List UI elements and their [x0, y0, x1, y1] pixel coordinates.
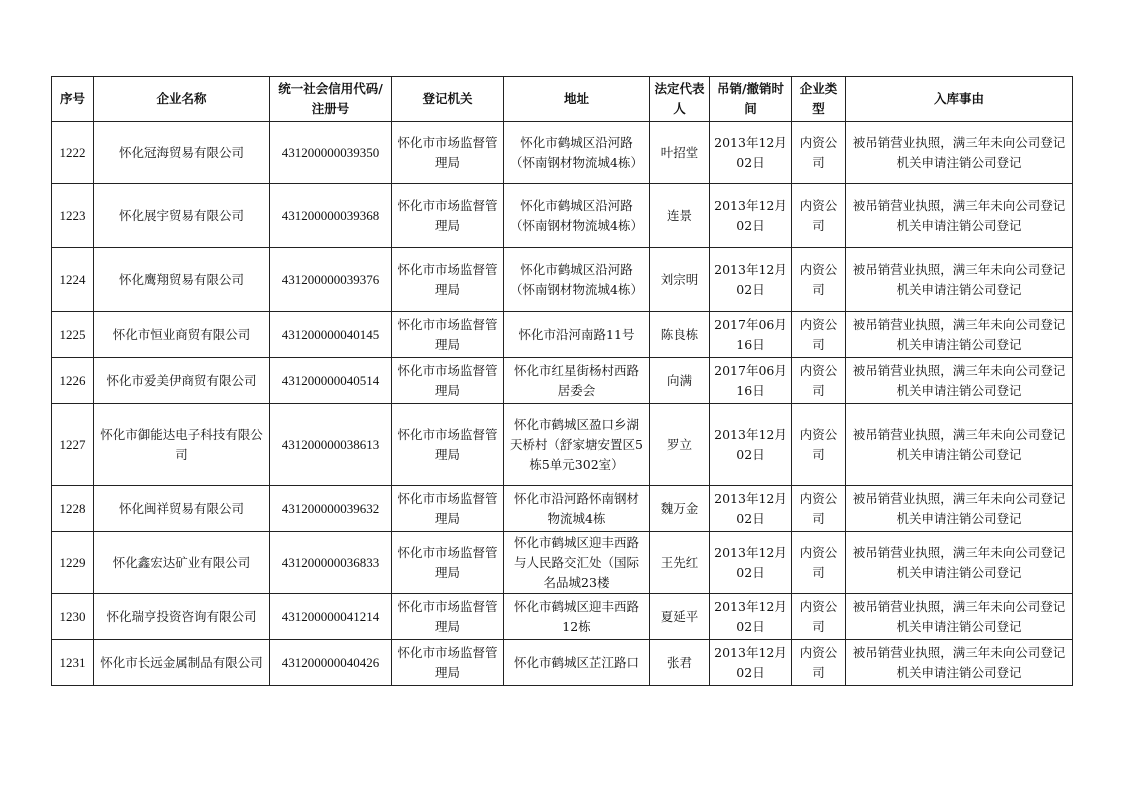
- cell-name: 怀化瑞亨投资咨询有限公司: [94, 594, 270, 640]
- cell-reason: 被吊销营业执照，满三年未向公司登记机关申请注销公司登记: [846, 248, 1073, 312]
- cell-type: 内资公司: [792, 532, 846, 594]
- cell-authority: 怀化市市场监督管理局: [392, 248, 504, 312]
- table-row: [52, 486, 1073, 532]
- table-row: [52, 312, 1073, 358]
- table-row: [52, 248, 1073, 312]
- cell-code: 431200000041214: [270, 594, 392, 640]
- cell-no: 1230: [52, 594, 94, 640]
- cell-type: 内资公司: [792, 640, 846, 686]
- cell-reason: 被吊销营业执照，满三年未向公司登记机关申请注销公司登记: [846, 532, 1073, 594]
- table-row: [52, 404, 1073, 486]
- cell-no: 1223: [52, 184, 94, 248]
- cell-reason: 被吊销营业执照，满三年未向公司登记机关申请注销公司登记: [846, 358, 1073, 404]
- cell-type: 内资公司: [792, 312, 846, 358]
- cell-name: 怀化冠海贸易有限公司: [94, 122, 270, 184]
- cell-rep: 连景: [650, 184, 710, 248]
- cell-no: 1231: [52, 640, 94, 686]
- cell-no: 1229: [52, 532, 94, 594]
- header-row: [52, 77, 1073, 122]
- cell-name: 怀化展宇贸易有限公司: [94, 184, 270, 248]
- cell-reason: 被吊销营业执照，满三年未向公司登记机关申请注销公司登记: [846, 184, 1073, 248]
- cell-type: 内资公司: [792, 358, 846, 404]
- cell-address: 怀化市鹤城区沿河路（怀南钢材物流城4栋）: [504, 248, 650, 312]
- cell-type: 内资公司: [792, 184, 846, 248]
- cell-name: 怀化闽祥贸易有限公司: [94, 486, 270, 532]
- cell-reason: 被吊销营业执照，满三年未向公司登记机关申请注销公司登记: [846, 312, 1073, 358]
- cell-authority: 怀化市市场监督管理局: [392, 532, 504, 594]
- table-row: [52, 184, 1073, 248]
- cell-rep: 王先红: [650, 532, 710, 594]
- cell-type: 内资公司: [792, 594, 846, 640]
- cell-authority: 怀化市市场监督管理局: [392, 486, 504, 532]
- cell-name: 怀化市御能达电子科技有限公司: [94, 404, 270, 486]
- cell-rep: 夏延平: [650, 594, 710, 640]
- cell-date: 2013年12月02日: [710, 486, 792, 532]
- cell-address: 怀化市鹤城区沿河路（怀南钢材物流城4栋）: [504, 184, 650, 248]
- cell-code: 431200000040514: [270, 358, 392, 404]
- cell-no: 1225: [52, 312, 94, 358]
- cell-address: 怀化市鹤城区芷江路口: [504, 640, 650, 686]
- cell-address: 怀化市沿河南路11号: [504, 312, 650, 358]
- cell-name: 怀化鹰翔贸易有限公司: [94, 248, 270, 312]
- header-cell-rep: 法定代表人: [650, 77, 710, 122]
- header-cell-code: 统一社会信用代码/注册号: [270, 77, 392, 122]
- cell-rep: 罗立: [650, 404, 710, 486]
- header-cell-date: 吊销/撤销时间: [710, 77, 792, 122]
- registry-table: [51, 76, 1073, 686]
- cell-no: 1224: [52, 248, 94, 312]
- header-cell-reason: 入库事由: [846, 77, 1073, 122]
- header-cell-type: 企业类型: [792, 77, 846, 122]
- cell-code: 431200000038613: [270, 404, 392, 486]
- cell-code: 431200000040426: [270, 640, 392, 686]
- cell-reason: 被吊销营业执照，满三年未向公司登记机关申请注销公司登记: [846, 122, 1073, 184]
- cell-authority: 怀化市市场监督管理局: [392, 184, 504, 248]
- header-cell-no: 序号: [52, 77, 94, 122]
- cell-no: 1227: [52, 404, 94, 486]
- cell-type: 内资公司: [792, 486, 846, 532]
- cell-authority: 怀化市市场监督管理局: [392, 640, 504, 686]
- cell-date: 2013年12月02日: [710, 594, 792, 640]
- cell-date: 2013年12月02日: [710, 248, 792, 312]
- cell-rep: 张君: [650, 640, 710, 686]
- cell-type: 内资公司: [792, 248, 846, 312]
- cell-address: 怀化市鹤城区迎丰西路与人民路交汇处（国际名品城23楼: [504, 532, 650, 594]
- cell-name: 怀化鑫宏达矿业有限公司: [94, 532, 270, 594]
- cell-address: 怀化市鹤城区盈口乡湖天桥村（舒家塘安置区5栋5单元302室）: [504, 404, 650, 486]
- cell-reason: 被吊销营业执照，满三年未向公司登记机关申请注销公司登记: [846, 486, 1073, 532]
- cell-no: 1228: [52, 486, 94, 532]
- header-cell-address: 地址: [504, 77, 650, 122]
- header-cell-authority: 登记机关: [392, 77, 504, 122]
- cell-date: 2013年12月02日: [710, 532, 792, 594]
- cell-reason: 被吊销营业执照，满三年未向公司登记机关申请注销公司登记: [846, 404, 1073, 486]
- cell-date: 2017年06月16日: [710, 312, 792, 358]
- cell-reason: 被吊销营业执照，满三年未向公司登记机关申请注销公司登记: [846, 594, 1073, 640]
- cell-code: 431200000040145: [270, 312, 392, 358]
- cell-name: 怀化市恒业商贸有限公司: [94, 312, 270, 358]
- cell-date: 2013年12月02日: [710, 184, 792, 248]
- cell-date: 2013年12月02日: [710, 640, 792, 686]
- cell-reason: 被吊销营业执照，满三年未向公司登记机关申请注销公司登记: [846, 640, 1073, 686]
- cell-rep: 陈良栋: [650, 312, 710, 358]
- cell-rep: 刘宗明: [650, 248, 710, 312]
- header-cell-name: 企业名称: [94, 77, 270, 122]
- cell-address: 怀化市鹤城区迎丰西路12栋: [504, 594, 650, 640]
- cell-address: 怀化市沿河路怀南钢材物流城4栋: [504, 486, 650, 532]
- cell-address: 怀化市红星街杨村西路居委会: [504, 358, 650, 404]
- cell-authority: 怀化市市场监督管理局: [392, 594, 504, 640]
- cell-date: 2013年12月02日: [710, 122, 792, 184]
- cell-code: 431200000039376: [270, 248, 392, 312]
- cell-date: 2013年12月02日: [710, 404, 792, 486]
- table-row: [52, 640, 1073, 686]
- cell-name: 怀化市爱美伊商贸有限公司: [94, 358, 270, 404]
- cell-code: 431200000039350: [270, 122, 392, 184]
- table-row: [52, 594, 1073, 640]
- cell-authority: 怀化市市场监督管理局: [392, 358, 504, 404]
- table-row: [52, 532, 1073, 594]
- cell-type: 内资公司: [792, 404, 846, 486]
- cell-name: 怀化市长远金属制品有限公司: [94, 640, 270, 686]
- cell-no: 1222: [52, 122, 94, 184]
- cell-authority: 怀化市市场监督管理局: [392, 312, 504, 358]
- cell-authority: 怀化市市场监督管理局: [392, 122, 504, 184]
- cell-no: 1226: [52, 358, 94, 404]
- cell-authority: 怀化市市场监督管理局: [392, 404, 504, 486]
- cell-code: 431200000036833: [270, 532, 392, 594]
- cell-code: 431200000039368: [270, 184, 392, 248]
- cell-rep: 叶招堂: [650, 122, 710, 184]
- table-row: [52, 122, 1073, 184]
- cell-date: 2017年06月16日: [710, 358, 792, 404]
- cell-type: 内资公司: [792, 122, 846, 184]
- cell-address: 怀化市鹤城区沿河路（怀南钢材物流城4栋）: [504, 122, 650, 184]
- table-row: [52, 358, 1073, 404]
- cell-code: 431200000039632: [270, 486, 392, 532]
- cell-rep: 魏万金: [650, 486, 710, 532]
- cell-rep: 向满: [650, 358, 710, 404]
